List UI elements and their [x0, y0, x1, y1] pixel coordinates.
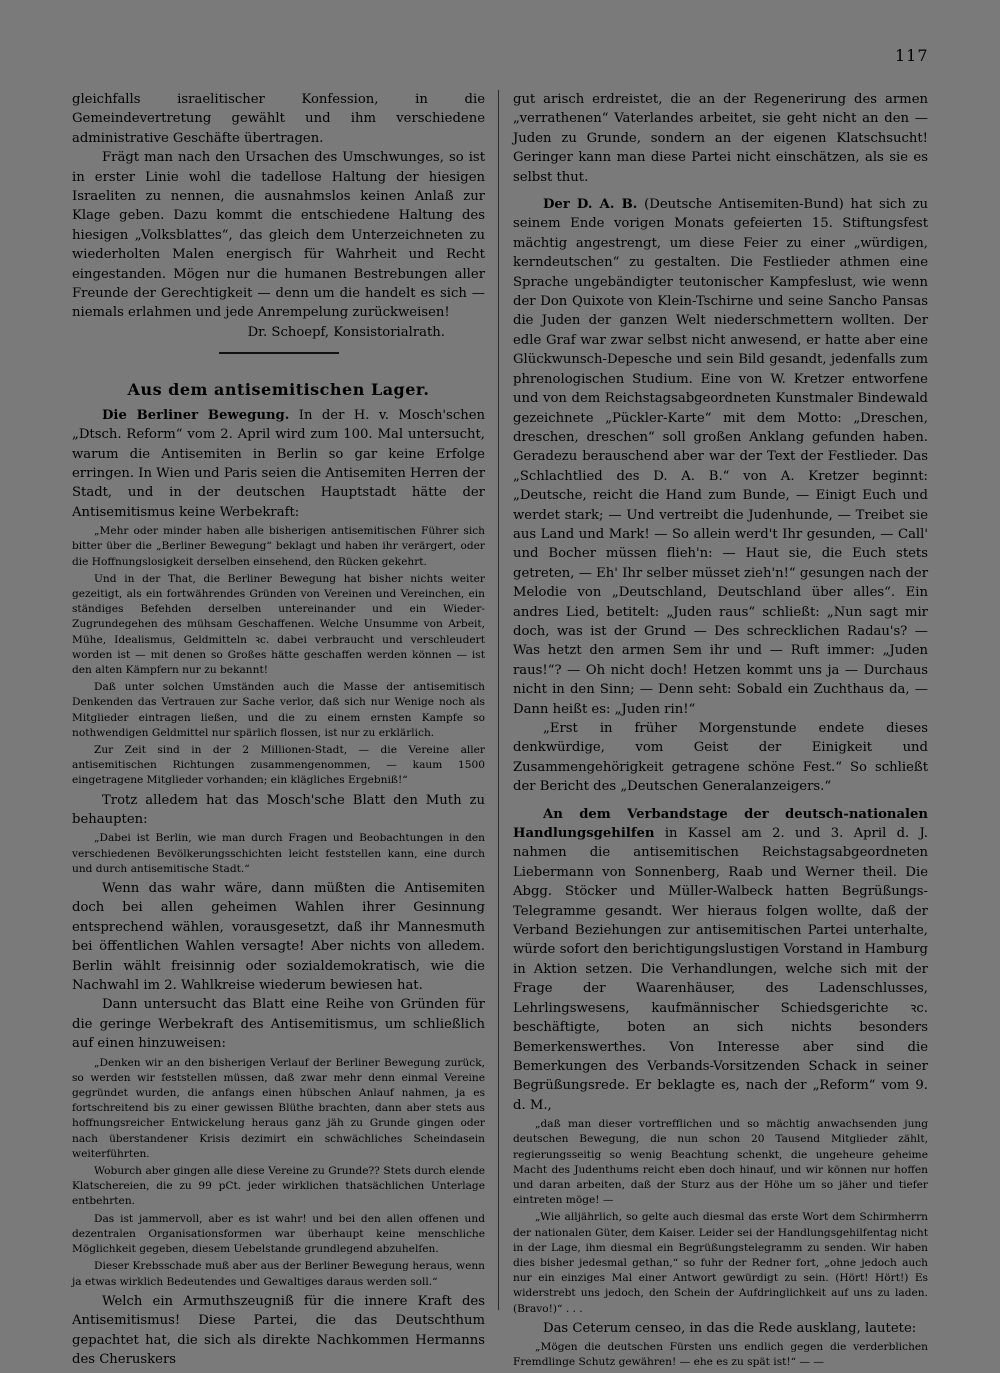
quote-paragraph: „Dabei ist Berlin, wie man durch Fragen und Beobachtungen in den verschiedenen Bevölkerungsschichten leicht feststellen kann, eine durch und durch antisemitische Stadt.“ [72, 832, 485, 875]
quote-paragraph: Dieser Krebsschade muß aber aus der Berliner Bewegung heraus, wenn ja etwas wirklich Bedeutendes und Gewaltiges daraus werden soll.“ [72, 1260, 485, 1288]
section-heading: Aus dem antisemitischen Lager. [127, 380, 430, 400]
quote-paragraph: Daß unter solchen Umständen auch die Masse der antisemitisch Denkenden das Vertrauen zur Sache verlor, daß sich nur Wenige noch als Mitglieder eintragen ließen, und die zu einem ernsten Kampfe so nothwendigen Geldmittel nur spärlich flossen, ist nur zu erklärlich. [72, 681, 485, 739]
left-column [72, 90, 485, 1369]
right-column [513, 90, 928, 1373]
intro-paragraph: gleichfalls israelitischer Konfession, in die Gemeindevertretung gewählt und ihm verschiedene administrative Geschäfte übertragen. [72, 92, 485, 146]
quote-paragraph: Woburch aber gingen alle diese Vereine zu Grunde?? Stets durch elende Klatschereien, die zu 99 pCt. jeder wirklichen thatsächlichen Unterlage entbehrten. [72, 1165, 485, 1208]
dab-paragraph [513, 195, 928, 719]
signature: Dr. Schoepf, Konsistorialrath. [247, 324, 445, 340]
continuation-paragraph: gut arisch erdreistet, die an der Regenerirung des armen „verrathenen“ Vaterlandes arbeitet, sie geht nicht an den — Juden zu Grunde, sondern an der eigenen Klatschsucht! Geringer kann man diese Partei nicht einschätzen, als sie es selbst thut. [513, 92, 928, 185]
berlin-paragraph: Welch ein Armuthszeugniß für die innere Kraft des Antisemitismus! Diese Partei, die das Deutschthum gepachtet hat, die sich als direkte Nachkommen Hermanns des Cheruskers [72, 1293, 485, 1367]
berlin-paragraph: Dann untersucht das Blatt eine Reihe von Gründen für die geringe Werbekraft des Antisemitismus, um schließlich auf einen hinzuweisen: [72, 997, 485, 1052]
berlin-paragraph: Wenn das wahr wäre, dann müßten die Antisemiten doch bei allen geheimen Wahlen ihrer Gesinnung entsprechend wählen, vorausgesetzt, daß ihr Mannesmuth bei öffentlichen Wahlen versagte! Aber nichts von alledem. Berlin wählt freisinnig oder sozialdemokratisch, wie die Nachwahl im 2. Wahlkreise wiederum bewiesen hat. [72, 881, 485, 994]
intro-paragraph: Frägt man nach den Ursachen des Umschwunges, so ist in erster Linie wohl die tadellose Haltung der hiesigen Israeliten zu nennen, die ausnahmslos keinen Anlaß zur Klage geben. Dazu kommt die entschiedene Haltung des hiesigen „Volksblattes“, das gleich dem Unterzeichneten zu wiederholten Malen energisch für Wahrheit und Recht eingestanden. Mögen nur die humanen Bestrebungen aller Freunde der Gerechtigkeit — denn um die handelt es sich — niemals erlahmen und jede Anrempelung zurückweisen! [72, 150, 485, 321]
quote-paragraph: Und in der That, die Berliner Bewegung hat bisher nichts weiter gezeitigt, als ein fortwährendes Gründen von Vereinen und Vereinchen, ein ständiges Befehden derselben untereinander und ein Wieder-Zugrundegehen des mühsam Geschaffenen. Welche Unsumme von Arbeit, Mühe, Idealismus, Geldmitteln ꝛc. dabei verbraucht und verschleudert worden ist — mit denen so Großes hätte geschaffen werden können — ist den alten Kämpfern nur zu bekannt! [72, 572, 485, 676]
page-number: 117 [895, 46, 929, 65]
dab-lead: Der D. A. B. [543, 197, 638, 213]
quote-paragraph: „daß man dieser vortrefflichen und so mächtig anwachsenden jung deutschen Bewegung, die nun schon 20 Tausend Mitglieder zählt, regierungsseitig so wenig Beachtung schenkt, die ungeheure geheime Macht des Judenthums reicht eben doch hinauf, und wir können nur hoffen und daran arbeiten, daß der Sturz aus der Höhe um so jäher und tiefer eintreten möge! — [513, 1118, 928, 1207]
verband-paragraph [513, 805, 928, 1116]
section-divider [219, 352, 339, 354]
quote-paragraph: „Denken wir an den bisherigen Verlauf der Berliner Bewegung zurück, so werden wir feststellen müssen, daß zwar mehr denn einmal Vereine gegründet wurden, die anfangs einen hübschen Anlauf nahmen, ja es fortschreitend bis zu einer gewissen Blüthe brachten, dann aber stets aus hoffnungsreicher Entwickelung heraus ganz jäh zu Grunde gingen oder nach überstandener Krisis dezimirt ein schwächliches Scheindasein weiterführten. [72, 1056, 485, 1160]
dab-paragraph: „Erst in früher Morgenstunde endete dieses denkwürdige, vom Geist der Einigkeit und Zusammengehörigkeit getragene schöne Fest.“ So schließt der Bericht des „Deutschen Generalanzeigers.“ [513, 721, 928, 795]
column-divider [498, 90, 499, 1310]
quote-paragraph: Das ist jammervoll, aber es ist wahr! und bei den allen offenen und dezentralen Organisationsformen war überhaupt keine menschliche Möglichkeit gegeben, diesem Uebelstande grundlegend abzuhelfen. [72, 1212, 485, 1256]
berlin-text: In der H. v. Mosch'schen „Dtsch. Reform“ vom 2. April wird zum 100. Mal untersucht, warum die Antisemiten in Berlin so gar keine Erfolge erringen. In Wien und Paris seien die Antisemiten Herren der Stadt, und in der deutschen Hauptstadt hätte der Antisemitismus keine Werbekraft: [72, 407, 486, 520]
berlin-paragraph: Trotz alledem hat das Mosch'sche Blatt den Muth zu behaupten: [72, 792, 485, 827]
quote-paragraph: Zur Zeit sind in der 2 Millionen-Stadt, — die Vereine aller antisemitischen Richtungen zusammengenommen, — kaum 1500 eingetragene Mitglieder vorhanden; ein klägliches Ergebniß!“ [72, 743, 485, 787]
verband-text: in Kassel am 2. und 3. April d. J. nahmen die antisemitischen Reichstagsabgeordneten Liebermann von Sonnenberg, Raab und Werner theil. Die Abgg. Stöcker und Müller-Walbeck hatten Begrüßungs-Telegramme gesandt. Wer hieraus folgen wollte, daß der Verband Beziehungen zur antisemitischen Partei unterhalte, würde sofort den berichtigungslustigen Vorstand in Hamburg in Aktion setzen. Die Verhandlungen, welche sich mit der Frage der Waarenhäuser, des Ladenschlusses, Lehrlingswesens, kaufmännischer Schiedsgerichte ꝛc. beschäftigte, boten an sich nichts besonders Bemerkenswerthes. Von Interesse aber sind die Bemerkungen des Verbands-Vorsitzenden Schack in seiner Begrüßungsrede. Er beklagte es, nach der „Reform“ vom 9. d. M., [513, 826, 928, 1113]
quote-paragraph: „Wie alljährlich, so gelte auch diesmal das erste Wort dem Schirmherrn der nationalen Güter, dem Kaiser. Leider sei der Handlungsgehilfentag nicht in der Lage, ihm diesmal ein Begrüßungstelegramm zu senden. Wir haben dies bisher jedesmal gethan,“ so fuhr der Redner fort, „ohne jedoch auch nur ein einziges Mal einer Antwort gewürdigt zu sein. (Hört! Hört!) Es widerstrebt uns jedoch, den Schein der Aufdringlichkeit auf uns zu laden. (Bravo!)“ . . . [513, 1211, 928, 1315]
verband-lead: An dem Verbandstage der deutsch-nationalen Handlungsgehilfen [513, 806, 928, 842]
quote-paragraph: „Mehr oder minder haben alle bisherigen antisemitischen Führer sich bitter über die „Berliner Bewegung“ beklagt und haben ihr verärgert, oder die Hoffnungslosigkeit derselben einsehend, den Rücken gekehrt. [72, 525, 485, 568]
closing-paragraph: Das Ceterum censeo, in das die Rede ausklang, lautete: [543, 1320, 917, 1336]
closing-quote: „Mögen die deutschen Fürsten uns endlich gegen die verderblichen Fremdlinge Schutz gewähren! — ehe es zu spät ist!“ — — [513, 1341, 928, 1369]
berlin-paragraph [72, 406, 485, 522]
berlin-lead: Die Berliner Bewegung. [102, 407, 290, 423]
dab-text: (Deutsche Antisemiten-Bund) hat sich zu seinem Ende vorigen Monats gefeierten 15. Stiftungsfest mächtig angestrengt, um diese Feier zu einer „würdigen, kerndeutschen“ zu gestalten. Die Festlieder athmen eine Sprache ungebändigter teutonischer Kampfeslust, wie wenn der Don Quixote von Klein-Tschirne und seine Sancho Pansas die Juden der ganzen Welt niederschmettern wollten. Der edle Graf war zwar selbst nicht anwesend, er hatte aber eine Glückwunsch-Depesche und sein Bild gesandt, jedenfalls zum phrenologischen Studium. Eine von W. Kretzer entworfene und von dem Reichstagsabgeordneten Kunstmaler Bindewald gezeichnete „Pückler-Karte“ mit dem Motto: „Dreschen, dreschen, dreschen“ soll großen Anklang gefunden haben. Geradezu berauschend aber war der Text der Festlieder. Das „Schlachtlied des D. A. B.“ von A. Kretzer beginnt: „Deutsche, reicht die Hand zum Bunde, — Einigt Euch und werdet stark; — Und vertreibt die Judenhunde, — Treibet sie aus Land und Mark! — So allein werd't Ihr gesunden, — Call' und Bocher müssen flieh'n: — Haut sie, die Euch stets getreten, — Eh' Ihr selber müsset zieh'n!“ gesungen nach der Melodie von „Deutschland, Deutschland über alles“. Ein andres Lied, betitelt: „Juden raus“ schließt: „Nun sagt mir doch, was ist der Grund — Des schrecklichen Radau's? — Was hetzt den armen Sem ihr und — Ruft immer: „Juden raus!“? — Oh nicht doch! Hetzen kommt uns ja — Durchaus nicht in den Sinn; — Denn seht: Sobald ein Zuchthaus da, — Dann heißt es: „Juden rin!“ [513, 197, 929, 717]
